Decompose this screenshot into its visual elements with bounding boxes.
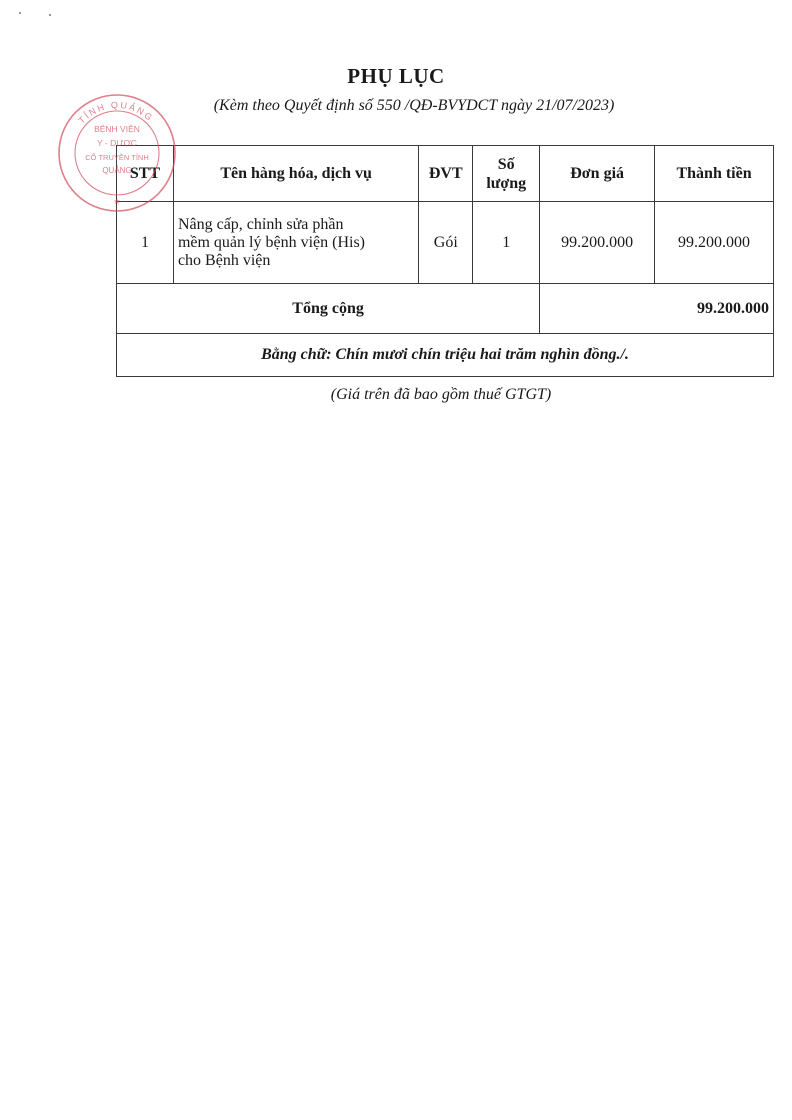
header-quantity-line1: Số	[497, 155, 515, 173]
stamp-line2: Y - DƯỢC	[97, 138, 137, 148]
cell-item-name	[173, 202, 418, 284]
total-value: 99.200.000	[540, 284, 774, 334]
total-row	[117, 284, 774, 334]
cell-unit-price: 99.200.000	[540, 202, 655, 284]
stamp-line1: BỆNH VIỆN	[94, 124, 140, 134]
page-title: PHỤ LỤC	[347, 64, 445, 88]
stamp-star: ★	[113, 197, 121, 206]
cell-stt: 1	[117, 202, 174, 284]
appendix-table	[116, 145, 774, 377]
header-name: Tên hàng hóa, dịch vụ	[173, 146, 418, 202]
table-header-row	[117, 146, 774, 202]
scan-speck	[19, 12, 21, 14]
header-unit-price: Đơn giá	[540, 146, 655, 202]
header-amount: Thành tiền	[655, 146, 774, 202]
vat-note: (Giá trên đã bao gồm thuế GTGT)	[330, 386, 552, 403]
header-quantity-line2: lượng	[486, 174, 527, 192]
cell-unit: Gói	[419, 202, 473, 284]
item-name-line1: Nâng cấp, chỉnh sửa phần	[177, 215, 344, 233]
cell-quantity: 1	[473, 202, 540, 284]
amount-in-words: Bằng chữ: Chín mươi chín triệu hai trăm nghìn đồng./.	[117, 334, 774, 377]
cell-amount: 99.200.000	[655, 202, 774, 284]
scan-speck	[49, 14, 51, 16]
header-unit: ĐVT	[419, 146, 473, 202]
stamp-line4: QUẢNG	[102, 166, 132, 175]
table-row	[117, 202, 774, 284]
item-name-line3: cho Bệnh viện	[177, 251, 271, 269]
stamp-arc-text: TỈNH QUẢNG	[76, 99, 156, 126]
amount-in-words-row	[117, 334, 774, 377]
header-stt: STT	[117, 146, 174, 202]
page-subtitle: (Kèm theo Quyết định số 550 /QĐ-BVYDCT ngày 21/07/2023)	[213, 97, 615, 114]
item-name-line2: mềm quản lý bệnh viện (His)	[177, 233, 366, 251]
stamp-line3: CỔ TRUYỀN TỈNH	[85, 153, 149, 162]
total-label: Tổng cộng	[117, 284, 540, 334]
header-quantity	[473, 146, 540, 202]
